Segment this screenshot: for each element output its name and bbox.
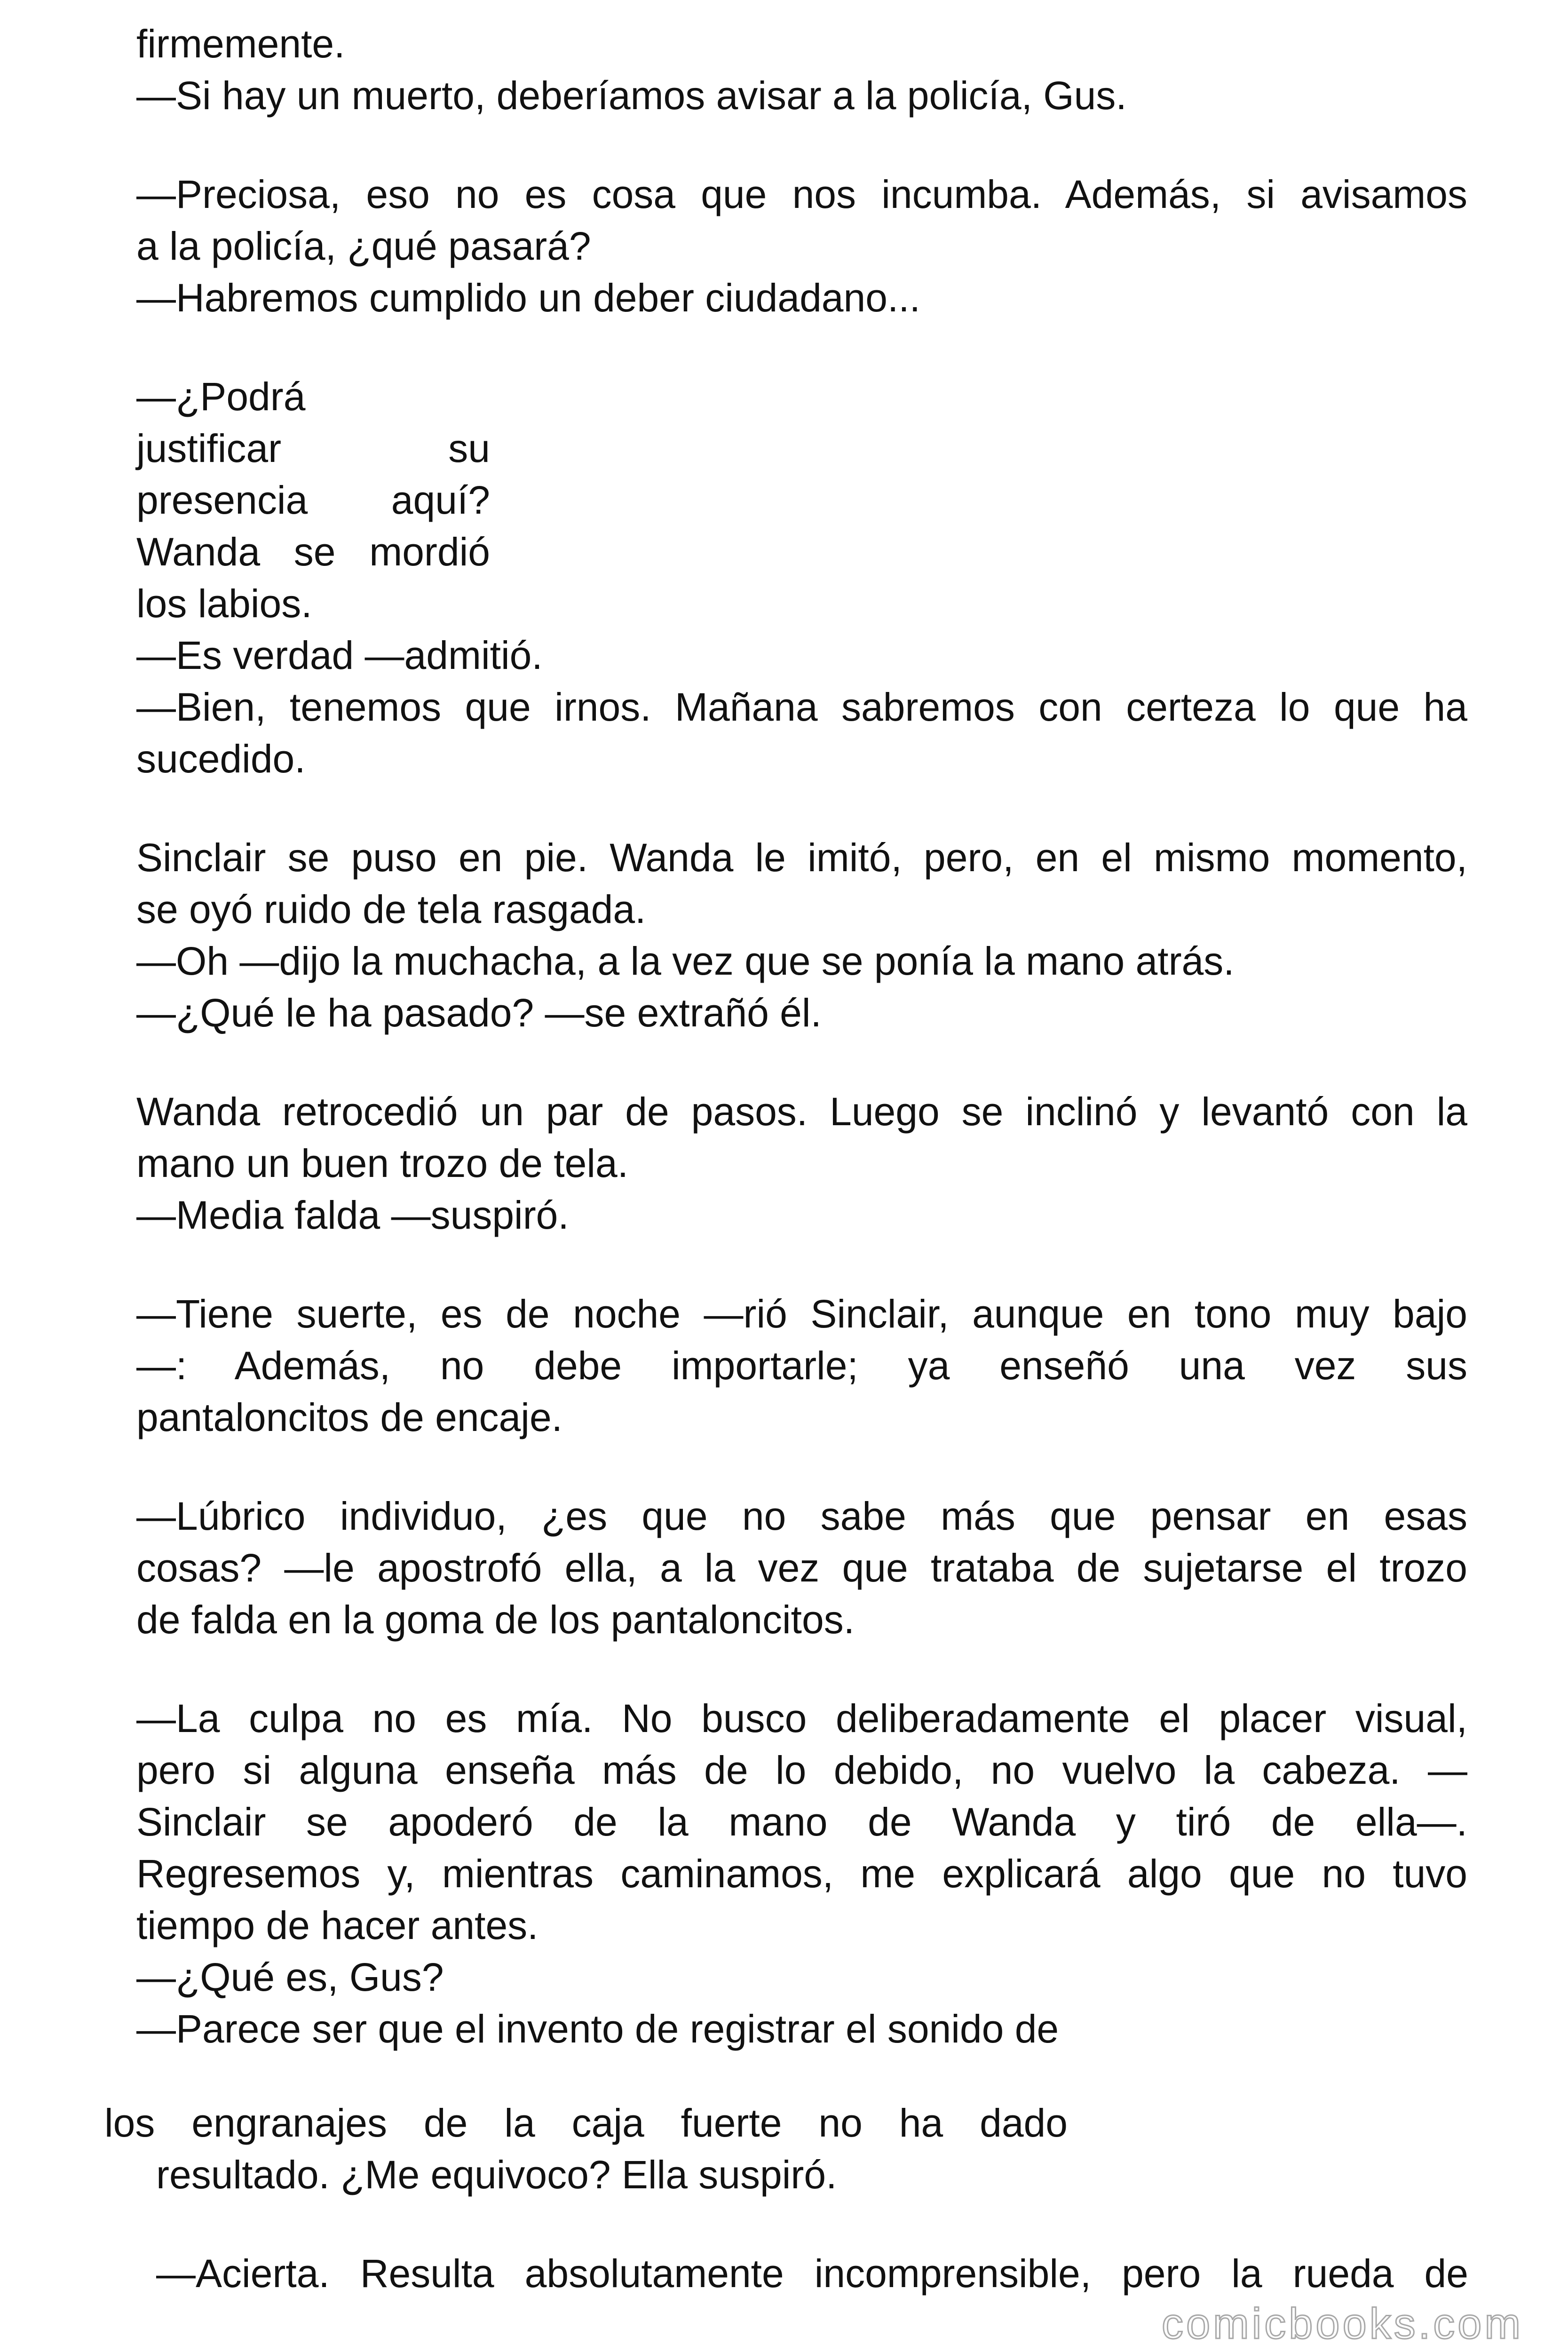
text-line: Wanda retrocedió un par de pasos. Luego se inclinó y levantó con la [136,1089,1467,1134]
text-line: presencia aquí? [136,478,490,522]
text-line: —Lúbrico individuo, ¿es que no sabe más que pensar en esas [136,1494,1467,1538]
text-line: —Es verdad —admitió. [136,633,543,677]
text-line: —Media falda —suspiró. [136,1193,569,1237]
text-line: tiempo de hacer antes. [136,1903,539,1947]
text-line: —Si hay un muerto, deberíamos avisar a la policía, Gus. [136,73,1127,118]
text-line: de falda en la goma de los pantaloncitos. [136,1597,855,1642]
text-line: justificar su [136,426,490,470]
text-line: —Bien, tenemos que irnos. Mañana sabremos con certeza lo que ha [136,685,1467,729]
text-line: Regresemos y, mientras caminamos, me explicará algo que no tuvo [136,1851,1467,1896]
text-line: —¿Qué le ha pasado? —se extrañó él. [136,991,822,1035]
text-line: sucedido. [136,737,306,781]
text-line: —¿Podrá [136,374,306,419]
text-line: Sinclair se apoderó de la mano de Wanda y tiró de ella—. [136,1800,1467,1844]
text-line: los engranajes de la caja fuerte no ha dado [104,2101,1068,2145]
text-line: se oyó ruido de tela rasgada. [136,887,646,931]
text-line: firmemente. [136,22,345,66]
text-line: —Acierta. Resulta absolutamente incomprensible, pero la rueda de [156,2251,1468,2296]
text-line: Sinclair se puso en pie. Wanda le imitó, pero, en el mismo momento, [136,835,1467,880]
text-line: —: Además, no debe importarle; ya enseñó una vez sus [136,1343,1467,1388]
text-line: —Habremos cumplido un deber ciudadano... [136,276,920,320]
text-line: —La culpa no es mía. No busco deliberadamente el placer visual, [136,1696,1467,1740]
text-line: —Parece ser que el invento de registrar el sonido de [136,2007,1059,2051]
text-line: resultado. ¿Me equivoco? Ella suspiró. [156,2153,837,2197]
text-line: a la policía, ¿qué pasará? [136,224,591,268]
text-line: mano un buen trozo de tela. [136,1141,629,1185]
text-line: pantaloncitos de encaje. [136,1395,562,1439]
watermark: comicbooks.com [1162,2300,1524,2348]
text-line: pero si alguna enseña más de lo debido, no vuelvo la cabeza. — [136,1748,1467,1792]
text-line: Wanda se mordió [136,530,490,574]
text-line: —¿Qué es, Gus? [136,1955,444,1999]
text-line: los labios. [136,581,312,626]
text-line: —Tiene suerte, es de noche —rió Sinclair, aunque en tono muy bajo [136,1292,1467,1336]
text-line: cosas? —le apostrofó ella, a la vez que trataba de sujetarse el trozo [136,1546,1467,1590]
text-line: —Oh —dijo la muchacha, a la vez que se ponía la mano atrás. [136,939,1235,983]
text-line: —Preciosa, eso no es cosa que nos incumba. Además, si avisamos [136,172,1467,216]
